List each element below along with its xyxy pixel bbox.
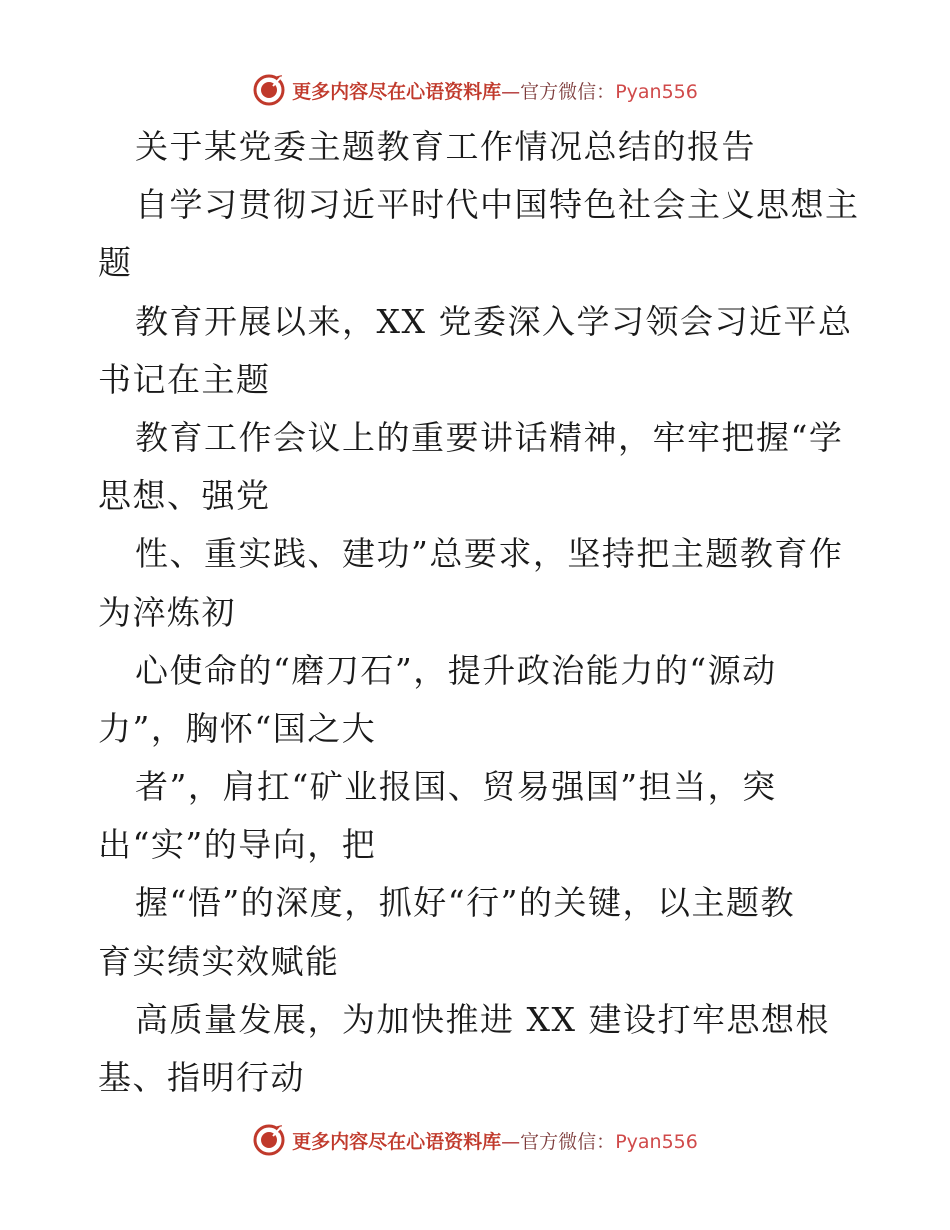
- paragraph-line: 书记在主题: [98, 359, 271, 399]
- document-title: 关于某党委主题教育工作情况总结的报告: [135, 127, 756, 166]
- footer-official-label: 官方微信：: [520, 1130, 616, 1153]
- paragraph-line: 教育开展以来，XX 党委深入学习领会习近平总: [135, 301, 853, 341]
- pen-logo-icon: [252, 1123, 286, 1157]
- footer-brand: 更多内容尽在心语资料库: [292, 1130, 502, 1153]
- header-banner-text: [292, 77, 698, 104]
- paragraph-line: 心使命的“磨刀石”，提升政治能力的“源动: [135, 650, 777, 690]
- paragraph-line: 性、重实践、建功”总要求，坚持把主题教育作: [135, 534, 844, 574]
- document-body: [98, 118, 858, 1107]
- header-wechat-id: Pyan556: [615, 80, 698, 103]
- footer-wechat-id: Pyan556: [615, 1130, 698, 1153]
- paragraph-line: 者”，肩扛“矿业报国、贸易强国”担当，突: [135, 767, 777, 807]
- pen-logo-icon: [252, 73, 286, 107]
- footer-banner: [0, 1120, 950, 1160]
- header-banner: [0, 70, 950, 110]
- footer-banner-text: [292, 1127, 698, 1154]
- header-dash: —: [501, 80, 521, 103]
- paragraph-line: 基、指明行动: [98, 1058, 305, 1097]
- header-brand: 更多内容尽在心语资料库: [292, 80, 502, 103]
- header-official-label: 官方微信：: [520, 80, 616, 103]
- paragraph-line: 为淬炼初: [98, 592, 236, 632]
- paragraph-line: 题: [98, 243, 133, 283]
- paragraph-line: 自学习贯彻习近平时代中国特色社会主义思想主: [135, 185, 860, 225]
- footer-dash: —: [501, 1130, 521, 1153]
- paragraph-line: 育实绩实效赋能: [98, 941, 340, 981]
- paragraph-line: 教育工作会议上的重要讲话精神，牢牢把握“学: [135, 417, 844, 457]
- paragraph-line: 握“悟”的深度，抓好“行”的关键，以主题教: [135, 883, 795, 923]
- paragraph-line: 思想、强党: [98, 476, 271, 516]
- paragraph-line: 高质量发展，为加快推进 XX 建设打牢思想根: [135, 999, 830, 1039]
- paragraph-line: 力”，胸怀“国之大: [98, 708, 377, 748]
- paragraph-line: 出“实”的导向，把: [98, 825, 377, 865]
